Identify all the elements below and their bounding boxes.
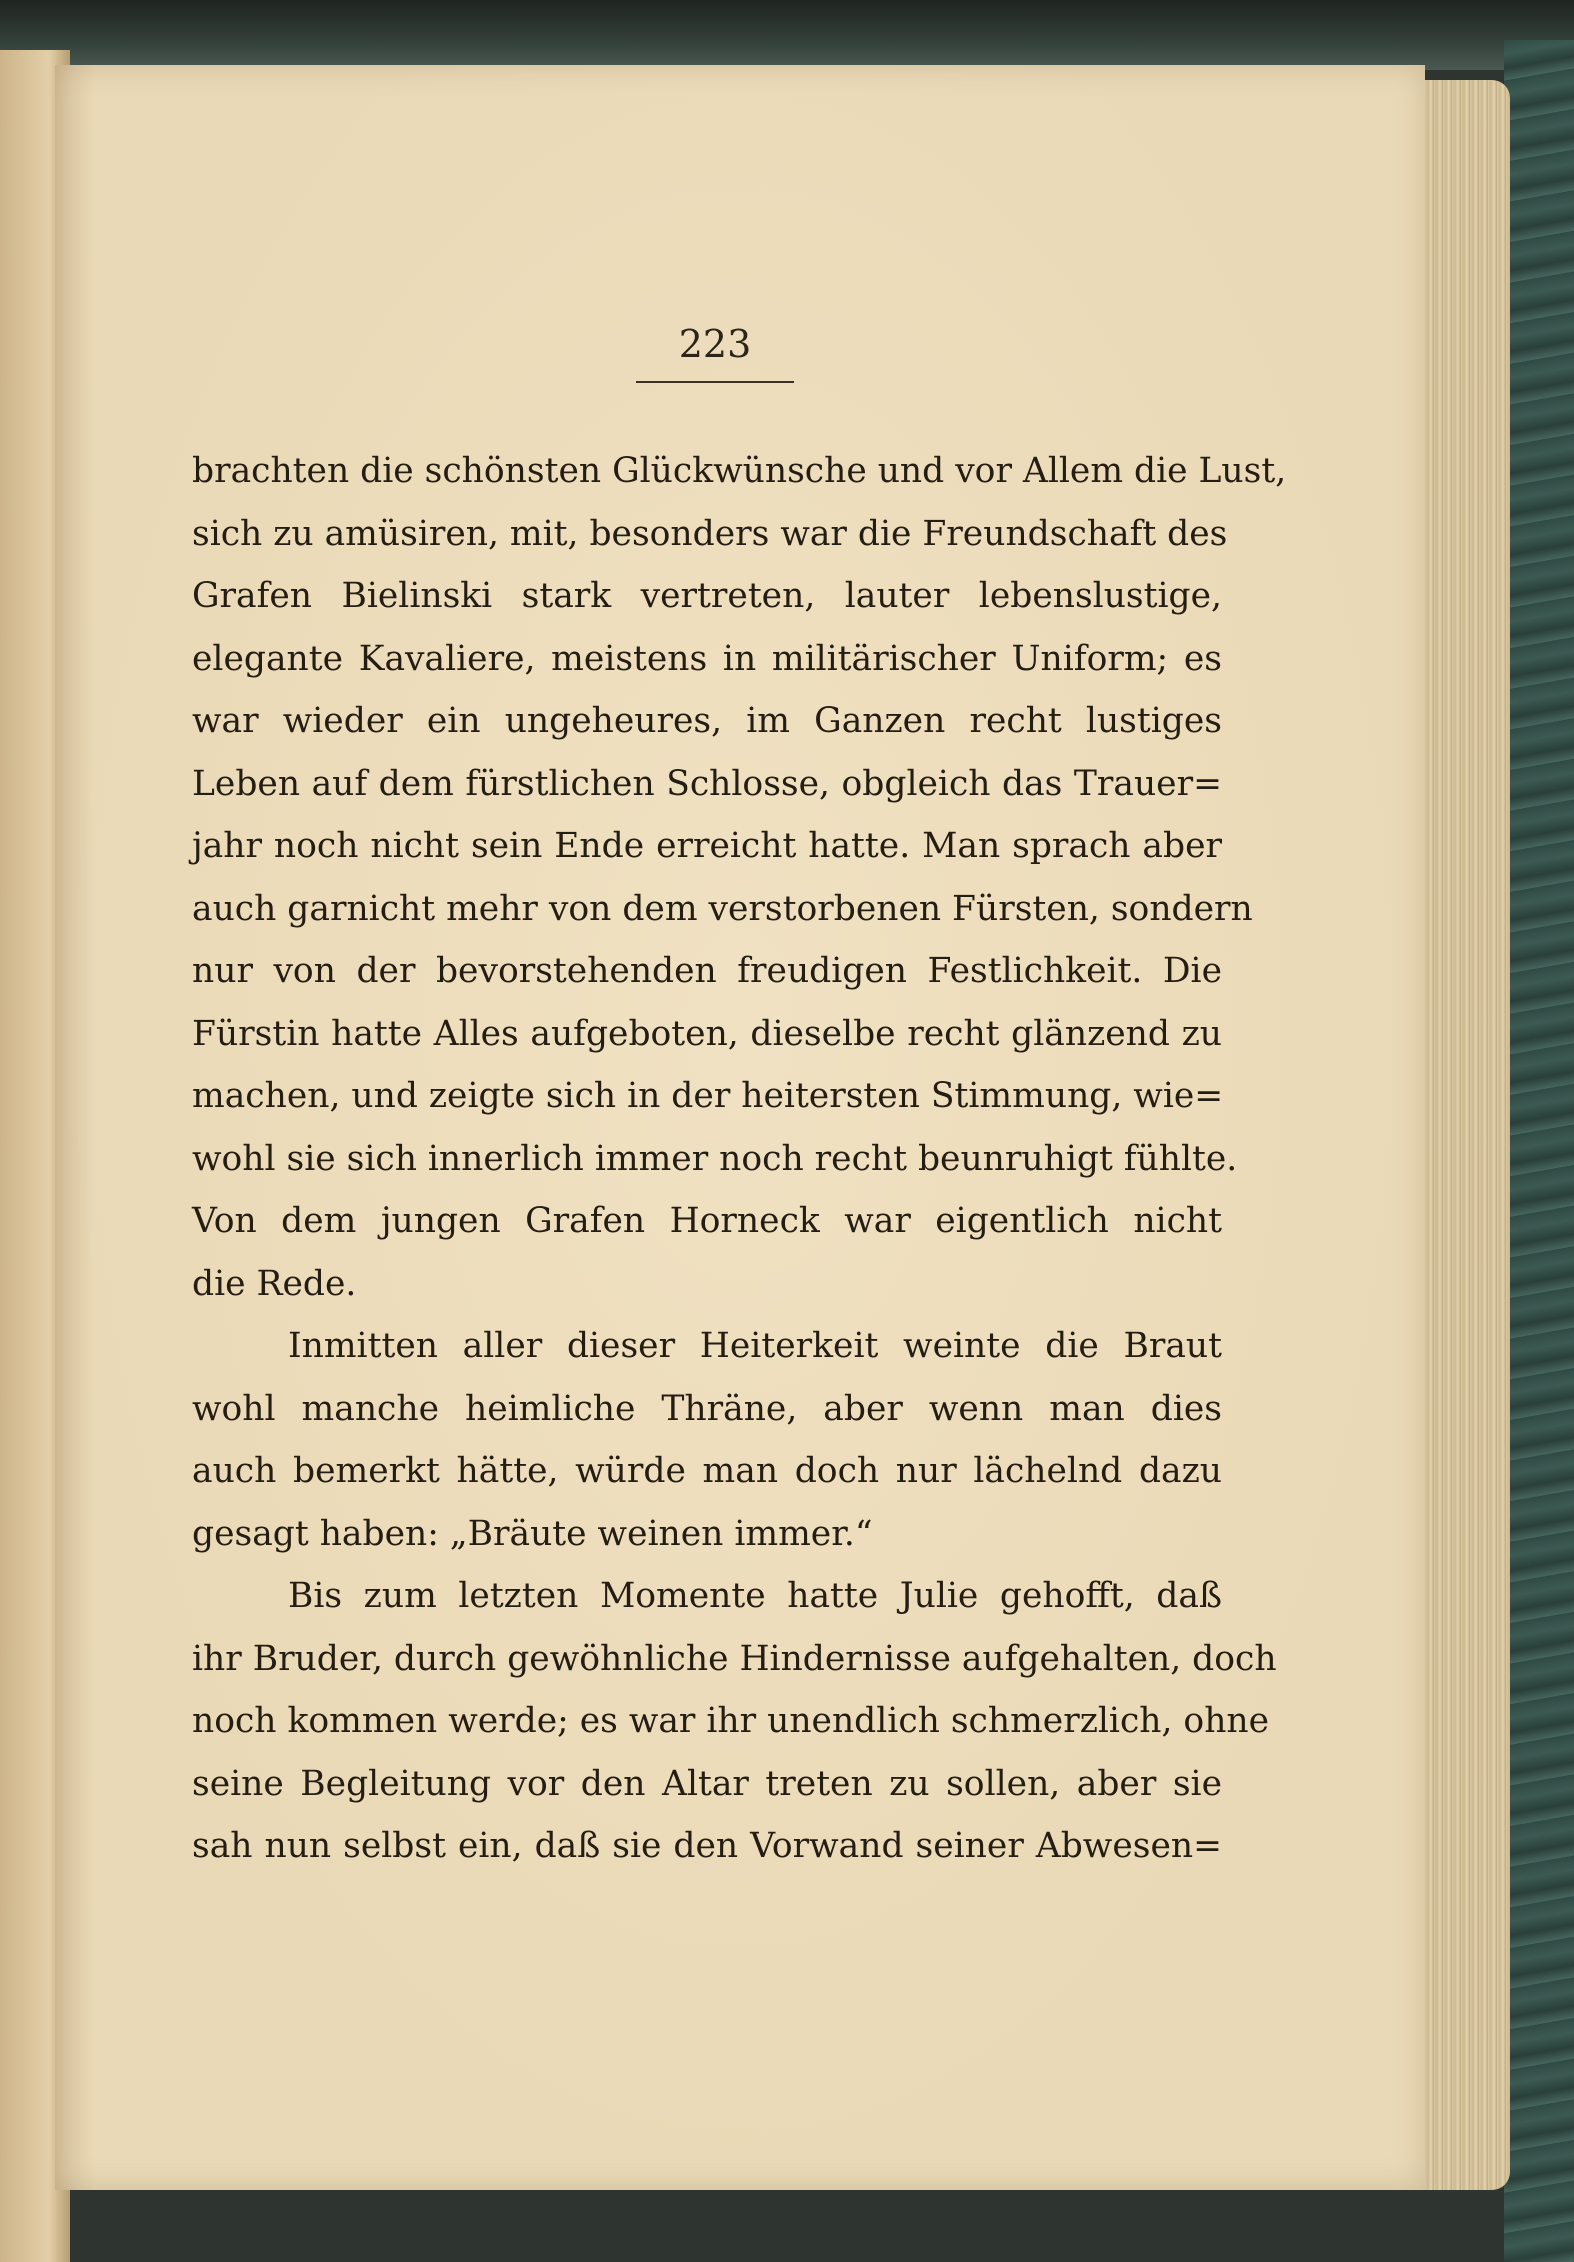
text-line: ihr Bruder, durch gewöhnliche Hindernisse aufgehalten, doch <box>192 1638 1277 1679</box>
text-line: Leben auf dem fürstlichen Schlosse, obgleich das Trauer= <box>192 763 1222 804</box>
paragraph <box>192 1315 1222 1565</box>
text-line: seine Begleitung vor den Altar treten zu sollen, aber sie <box>192 1763 1222 1804</box>
text-line: machen, und zeigte sich in der heitersten Stimmung, wie= <box>192 1076 1224 1116</box>
text-line: sah nun selbst ein, daß sie den Vorwand seiner Abwesen= <box>192 1826 1222 1866</box>
text-line: auch bemerkt hätte, würde man doch nur lächelnd dazu <box>192 1451 1222 1491</box>
text-line: nur von der bevorstehenden freudigen Festlichkeit. Die <box>192 951 1222 991</box>
text-line: gesagt haben: „Bräute weinen immer.“ <box>192 1513 873 1554</box>
text-line: Fürstin hatte Alles aufgeboten, dieselbe recht glänzend zu <box>192 1013 1222 1054</box>
paragraph <box>192 440 1287 1315</box>
text-line: wohl manche heimliche Thräne, aber wenn man dies <box>192 1388 1222 1429</box>
text-line: Inmitten aller dieser Heiterkeit weinte die Braut <box>288 1326 1222 1366</box>
text-line: Von dem jungen Grafen Horneck war eigentlich nicht <box>192 1201 1222 1241</box>
text-line: Bis zum letzten Momente hatte Julie gehofft, daß <box>288 1576 1222 1616</box>
text-line: Grafen Bielinski stark vertreten, lauter lebenslustige, <box>192 576 1222 616</box>
paragraph <box>192 1565 1277 1878</box>
text-line: elegante Kavaliere, meistens in militärischer Uniform; es <box>192 638 1222 679</box>
page-number-rule <box>636 381 794 383</box>
text-line: wohl sie sich innerlich immer noch recht beunruhigt fühlte. <box>192 1138 1238 1179</box>
body-text <box>192 440 1287 1878</box>
page-number: 223 <box>678 322 752 366</box>
text-line: sich zu amüsiren, mit, besonders war die Freundschaft des <box>192 513 1228 554</box>
book-cover-right <box>1504 40 1574 2262</box>
text-line: auch garnicht mehr von dem verstorbenen Fürsten, sondern <box>192 888 1253 929</box>
book-top-edge <box>0 0 1574 70</box>
text-line: noch kommen werde; es war ihr unendlich schmerzlich, ohne <box>192 1701 1270 1741</box>
text-line: brachten die schönsten Glückwünsche und vor Allem die Lust, <box>192 451 1287 491</box>
text-line: die Rede. <box>192 1263 357 1304</box>
text-line: war wieder ein ungeheures, im Ganzen recht lustiges <box>192 701 1222 741</box>
text-line: jahr noch nicht sein Ende erreicht hatte. Man sprach aber <box>192 826 1222 866</box>
